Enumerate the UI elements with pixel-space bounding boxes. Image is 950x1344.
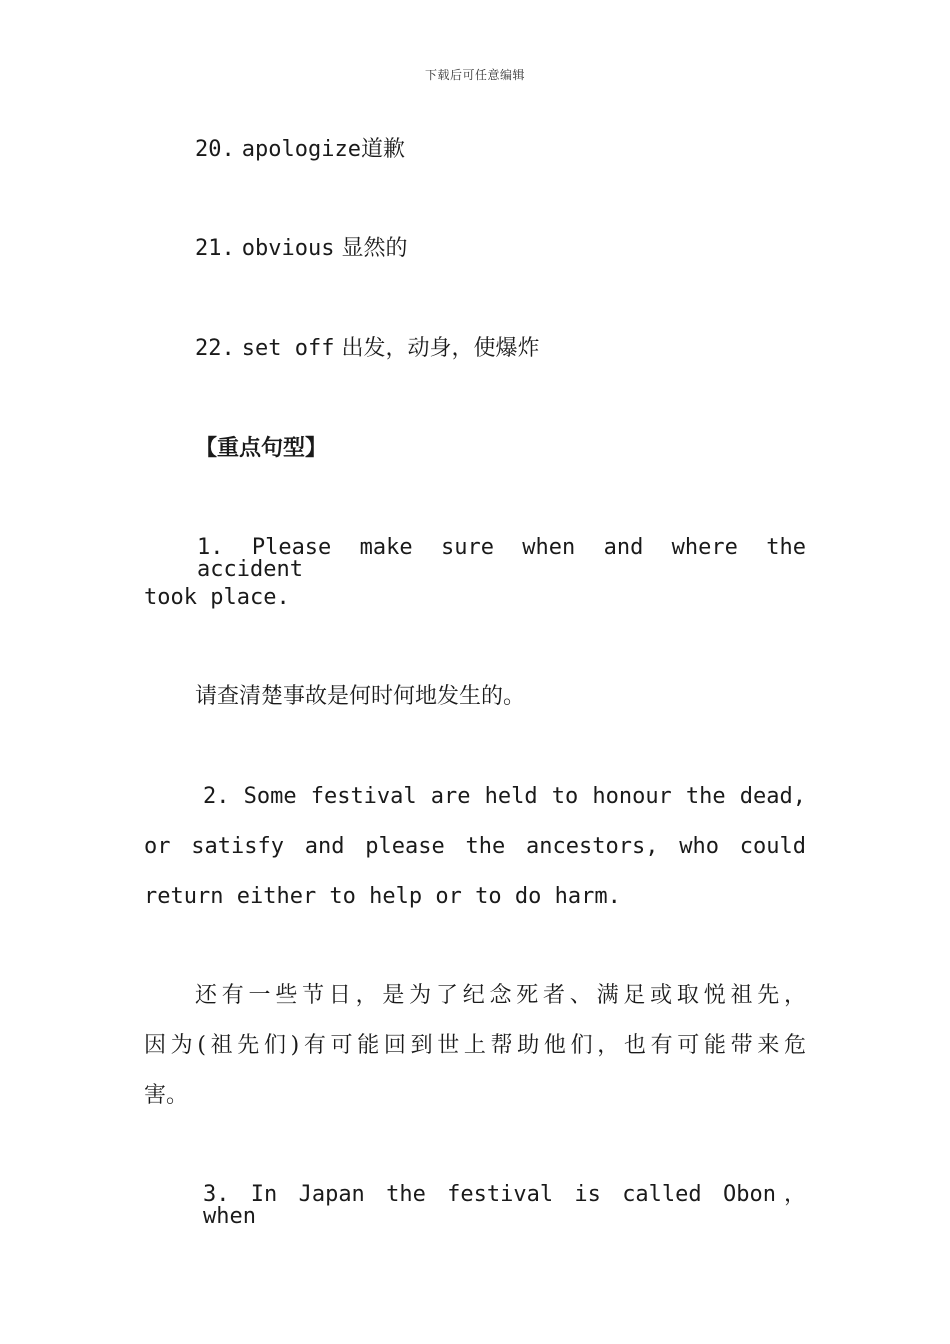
sentence-1-translation: 请查清楚事故是何时何地发生的。 — [195, 684, 526, 709]
sentence-2-line-3: return either to help or to do harm. — [144, 884, 621, 909]
vocab-number: 22. — [195, 336, 235, 361]
sentence-1-line-2: took place. — [144, 585, 290, 610]
vocab-term: set off — [241, 336, 335, 361]
sentence-2-translation-line-1: 还有一些节日，是为了纪念死者、满足或取悦祖先， — [195, 983, 806, 1008]
header-note: 下载后可任意编辑 — [424, 68, 525, 82]
vocab-number: 20. — [195, 137, 235, 162]
vocab-meaning: 显然的 — [341, 236, 408, 261]
vocab-number: 21. — [195, 236, 235, 261]
sentence-2-line-2: or satisfy and please the ancestors, who could — [144, 834, 806, 859]
sentence-3-line-1: 3. In Japan the festival is called Obon， when — [203, 1182, 806, 1229]
sentence-2-translation-line-2: 因为(祖先们)有可能回到世上帮助他们，也有可能带来危 — [144, 1033, 806, 1058]
sentence-1-line-1: 1. Please make sure when and where the accident — [197, 535, 806, 582]
vocab-meaning: 道歉 — [360, 137, 405, 162]
sentence-2-line-1: 2. Some festival are held to honour the dead, — [203, 784, 806, 809]
vocab-item-21 — [195, 238, 407, 260]
sentence-2-translation-line-3: 害。 — [144, 1083, 189, 1108]
vocab-item-20 — [195, 139, 405, 161]
vocab-meaning: 出发，动身，使爆炸 — [341, 336, 540, 361]
section-title: 【重点句型】 — [195, 435, 328, 461]
vocab-item-22 — [195, 338, 539, 360]
vocab-term: apologize — [241, 137, 361, 162]
vocab-term: obvious — [241, 236, 335, 261]
